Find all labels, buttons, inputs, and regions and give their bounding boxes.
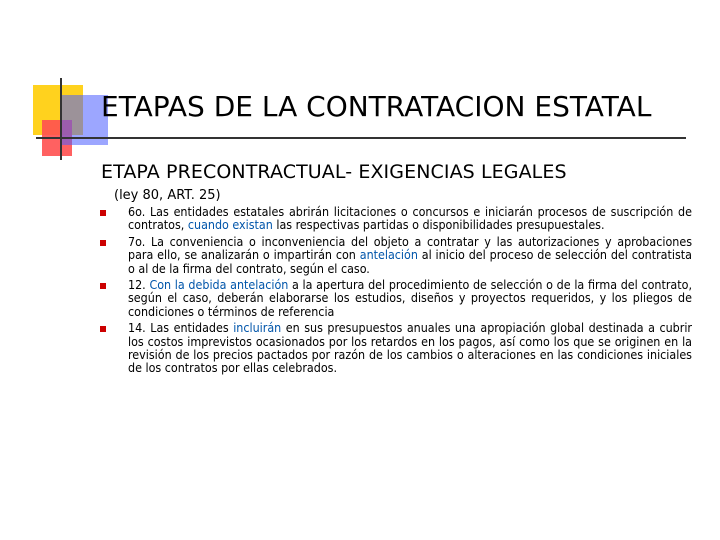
decor-vertical-line [60,78,62,160]
item-text: Las entidades [145,320,234,336]
item-highlight: Con la debida antelación [149,277,289,293]
square-bullet-icon [100,210,106,216]
item-number: 7o. [128,233,146,249]
item-text: La conveniencia o inconveniencia del objeto a contratar y las autorizaciones y aprobaciones para ello, se analizarán o impartirán con [128,233,692,263]
item-text: en sus presupuestos anuales una apropiación global destinada a cubrir los costos imprevistos ocasionados por los retardos en los pagos, así como los que se originen en la revisión de los precios pactados por razón de los cambios o alteraciones en las condiciones iniciales de los contratos por ellas celebrados. [128,320,693,376]
title-underline [36,137,686,139]
item-text: a la apertura del procedimiento de selección o de la firma del contrato, según el caso, deberán elaborarse los estudios, diseños y proyectos requeridos, y los pliegos de condiciones o términos de referencia [128,277,692,319]
requirements-list [100,205,692,378]
item-number: 14. [128,320,146,336]
item-text: las respectivas partidas o disponibilidades presupuestales. [272,217,605,233]
square-bullet-icon [100,283,106,289]
square-bullet-icon [100,240,106,246]
law-reference: (ley 80, ART. 25) [114,188,221,203]
item-text: al inicio del proceso de selección del contratista o al de la firma del contrato, según el caso. [128,247,692,276]
square-bullet-icon [100,326,106,332]
item-text: Las entidades estatales abrirán licitaciones o concursos e iniciarán procesos de suscripción de contratos, [128,204,692,233]
list-item [100,205,692,232]
list-item [100,278,692,318]
list-item [100,321,692,375]
item-highlight: antelación [359,247,418,263]
list-item [100,235,692,275]
slide-subtitle: ETAPA PRECONTRACTUAL- EXIGENCIAS LEGALES [101,161,567,183]
item-highlight: incluirán [233,320,282,336]
item-number: 6o. [128,204,146,219]
item-highlight: cuando existan [187,217,273,233]
slide-title: ETAPAS DE LA CONTRATACION ESTATAL [101,90,652,123]
item-number: 12. [128,277,146,293]
